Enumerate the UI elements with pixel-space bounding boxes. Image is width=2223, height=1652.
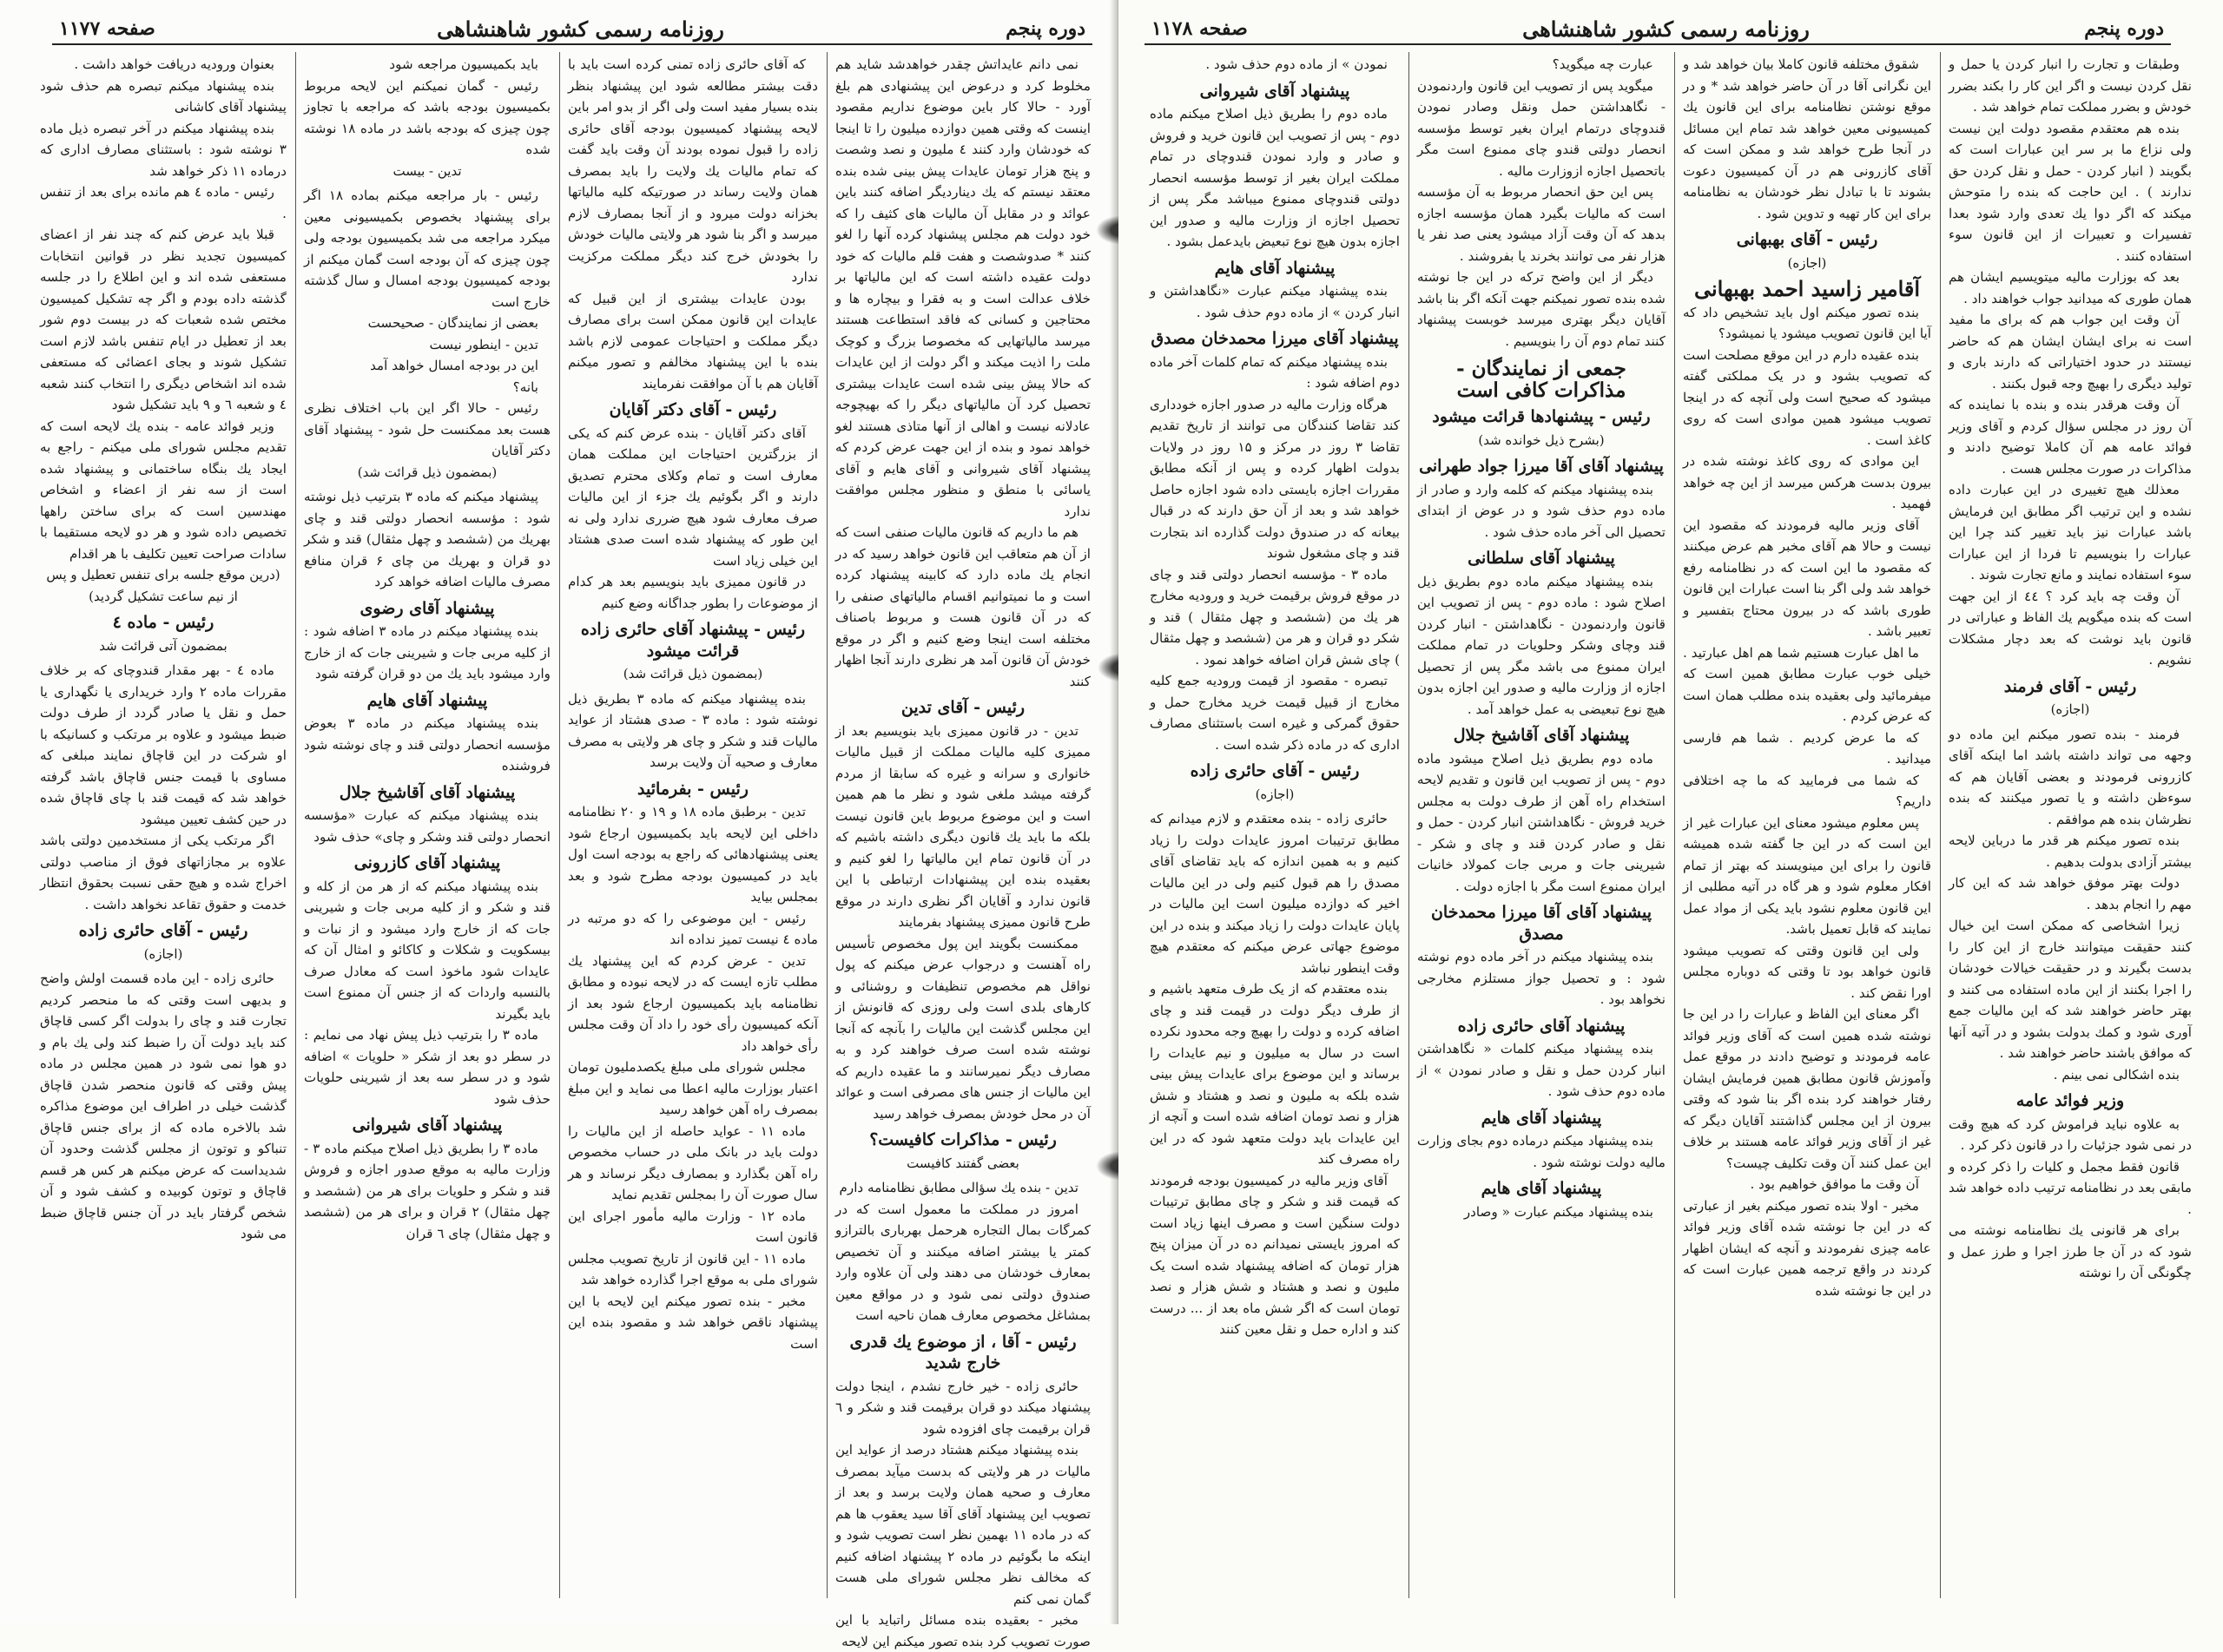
paragraph: بنده پیشنهاد میکنم که از هر من از کله و قند و شکر و از کلیه مربی جات و شیرینی جات که از خارج وارد میشود و از نبات و بیسکویت و شکلات و کاکائو و امثال آن که عایدات شود ماخوذ است که معادل صرف بالنسبه واردات که از جنس آن ممنوع است باید بگیرند: [304, 878, 551, 1022]
speaker-line: پیشنهاد آقای شیروانی: [1199, 81, 1350, 101]
left-col-1: [35, 54, 292, 1600]
left-page-gazette-title: روزنامه رسمی کشور شاهنشاهی: [437, 16, 724, 42]
speaker-line: رئیس - پیشنهاد آقای حائری زاده قرائت میشود: [580, 620, 806, 661]
paragraph: بنده پیشنهاد میکنم درماده دوم بجای وزارت مالیه دولت نوشته شود .: [1417, 1133, 1666, 1170]
paragraph: ماده ۱۱ - عواید حاصله از این مالیات را دولت باید در بانک ملی در حساب مخصوص راه آهن بگذارد و بمصارف دیگر نرساند و هر سال صورت آن را بمجلس تقدیم نماید: [568, 1122, 818, 1202]
paragraph: آقای وزیر مالیه در کمیسیون بودجه فرمودند که قیمت قند و شکر و چای مطابق ترتیبات دولت سنگین است و مصرف اینها زیاد است که امروز بایستی نمیدانم ده در آن میزان پنج هزار تومان که اضافه پیشنهاد شده است یک ملیون و نصد و هشتاد و شش هزار و نصد تومان است که اگر شش ماه بعد از ... درست کند و اداره حمل و نقل معین کنند: [1150, 1172, 1400, 1337]
paragraph: هرگاه وزارت مالیه در صدور اجازه خودداری کند تقاضا کنندگان می توانند از تاریخ تقدیم تقاضا ۳ روز در مرکز و ۱۵ روز در ولایات بدولت اظهار کرده و پس از آنکه مطابق مقررات اجازه بایستی داده شود اجازه حاصل خواهد شد و بعد از آن حق دارند که در قبال بیعانه که در صندوق دولت گذارده اند بتجارت قند و چای مشغول شوند: [1150, 396, 1401, 561]
paragraph: اگر معنای این الفاظ و عبارات را در این جا نوشته شده همین است که آقای وزیر فوائد عامه فرمودند و توضیح دادند در موقع عمل وآموزش قانون مطابق همین فرمایش ایشان رفتار خواهند کرد بنده اگر بنا شود که وقتی بیرون از این مجلس گذاشتند آقایان دیگر که غیر از آقای وزیر فوائد عامه هستند بر خلاف این عمل کنند آن وقت تکلیف چیست؟: [1683, 1006, 1931, 1171]
paragraph: تدین - در قانون ممیزی باید بنویسیم بعد از ممیزی کلیه مالیات مملکت از قبیل مالیات خانواری و سرانه و غیره که سابقا از مردم گرفته میشد ملغی شود و نظر ما هم همین است و این موضوع مربوط باین قانون نیست بلکه ما باید یك قانون دیگری داشته باشیم که در آن قانون تمام این مالیاتها را لغو کنیم و بعقیده بنده این پیشنهادات ارتباطی با این قانون ندارد و آقایان اگر نظری دارند در موقع طرح قانون ممیزی پیشنهاد بفرمایند: [835, 722, 1091, 930]
procedural-note: (اجازه): [1255, 786, 1295, 802]
paragraph: رئیس - ماده ٤ هم مانده برای بعد از تنفس .: [40, 184, 287, 221]
paragraph: بنده پیشنهاد میکنم که تمام کلمات آخر ماده دوم اضافه شود :: [1150, 353, 1400, 391]
speaker-line: پیشنهاد آقای میرزا محمدخان مصدق: [1151, 329, 1399, 348]
paragraph: تدین - برطبق ماده ۱۸ و ۱۹ و ۲۰ نظامنامه داخلی این لایحه باید بکمیسیون ارجاع شود یعنی پیشنهادهائی که راجع به بودجه است اول باید در کمیسیون بودجه مطرح شود و بعد بمجلس بیاید: [568, 804, 818, 905]
paragraph: بنده تصور میکنم اول باید تشخیص داد که آیا این قانون تصویب میشود یا نمیشود؟: [1683, 304, 1931, 341]
paragraph: بنده پیشنهاد میکنم کلمات « نگاهداشتن انبار کردن حمل و نقل و صادر نمودن » از ماده دوم حذف شود .: [1417, 1041, 1666, 1099]
right-col-3: [1678, 54, 1936, 1600]
right-page-number: صفحه ۱۱۷۸: [1151, 17, 1248, 40]
paragraph: آن وقت ما موافق خواهیم بود .: [1750, 1176, 1919, 1192]
speaker-line: آقامیر زاسید احمد بهبهانی: [1693, 276, 1921, 301]
paragraph: میگوید پس از تصویب این قانون واردنمودن - نگاهداشتن حمل ونقل وصادر نمودن قندوچای درتمام ایران بغیر توسط مؤسسه انحصار دولتی قندو چای ممنوع است مگر باتحصیل اجازه ازوزارت مالیه .: [1417, 77, 1666, 179]
paragraph: بنده پیشنهاد میکنم در ماده ۳ اضافه شود : از کلیه مربی جات و شیرینی جات که از خارج وارد میشود باید یك من دو قران گرفته شود: [304, 623, 551, 681]
paragraph: بنده پیشنهاد میکنم در ماده ۳ بعوض مؤسسه انحصار دولتی قند و چای نوشته شود فروشنده: [304, 715, 551, 773]
paragraph: حائری زاده - خیر خارج نشدم ، اینجا دولت پیشنهاد میکند دو قران برقیمت قند و شکر و ٦ قران برقیمت چای افزوده شود: [835, 1378, 1091, 1437]
procedural-note: بمضمون آتی قرائت شد: [99, 637, 228, 654]
section-heading: جمعی از نمایندگان - مذاکرات کافی است: [1456, 357, 1626, 402]
paragraph: آن وقت هرقدر بنده و بنده با نماینده که آن روز در مجلس سؤال کردم و آقای وزیر فوائد عامه هم آن کاملا توضیح دادند و مذاکرات در صورت مجلس هست .: [1949, 397, 2192, 477]
paragraph: اگر مرتکب یکی از مستخدمین دولتی باشد علاوه بر مجازاتهای فوق از مناصب دولتی اخراج شده و هیچ حقی نسبت بحقوق انتظار خدمت و حقوق تقاعد نخواهد داشت .: [40, 833, 287, 912]
paragraph: پس معلوم میشود معنای این عبارات غیر از این است که در این جا گفته شده همیشه قانون را برای این مینویسند که بهتر از تمام افکار معلوم شود و هر گاه در آتیه مطلبی از این قانون معلوم نشود باید یکی از مواد عمل نمایند که قابل تعمیل باشد.: [1683, 814, 1931, 937]
procedural-note: (بمضمون ذیل قرائت شد): [623, 666, 763, 681]
right-page-header: [1144, 14, 2171, 45]
left-col-4: [830, 54, 1096, 1649]
paragraph: ماده ۱۱ - این قانون از تاریخ تصویب مجلس شورای ملی به موقع اجرا گذارده خواهد شد: [568, 1250, 818, 1287]
paragraph: که ما عرض کردیم . شما هم فارسی میدانید .: [1683, 729, 1931, 767]
speaker-line: پیشنهاد آقای حائری زاده: [1457, 1016, 1626, 1036]
right-col-2: [1412, 54, 1671, 1600]
speaker-line: پیشنهاد آقای شیروانی: [352, 1116, 503, 1135]
paragraph: مخبر - اولا بنده تصور میکنم بغیر از عبارتی که در این جا نوشته شده آقای وزیر فوائد عامه چیزی نفرمودند و آنچه که ایشان اظهار کردند در واقع ترجمه همین عبارت است که در این جا نوشته شده: [1683, 1197, 1931, 1299]
paragraph: بعد که بوزارت مالیه میتویسیم ایشان هم همان طوری که میدانید جواب خواهند داد .: [1949, 269, 2192, 306]
paragraph: آقای وزیر مالیه فرمودند که مقصود این نیست و حالا هم آقای مخبر هم عرض میکنند که مقصود ما این است که در نظامنامه رفع خواهد شد ولی اگر بنا است عبارات این قانون طوری باشد که در بیرون محتاج بتفسیر و تعبیر باشد .: [1683, 517, 1931, 639]
procedural-note: (اجازه): [2050, 701, 2090, 717]
paragraph: بنده پیشنهاد میکنم که کلمه وارد و صادر از ماده دوم حذف شود و در عوض از ابتدای تحصیل الی آخر ماده حذف شود .: [1417, 481, 1666, 540]
paragraph: بنده پیشنهاد میکنم در آخر تبصره ذیل ماده ۳ نوشته شود : باستثنای مصارف اداری که درماده ۱۱ ذکر خواهد شد: [40, 120, 287, 179]
paragraph: که شما می فرمایید که ما چه اختلافی داریم؟: [1683, 772, 1931, 809]
paragraph: ولی این قانون وقتی که تصویب میشود قانون خواهد بود تا وقتی که دوباره مجلس اورا نقض کند .: [1683, 942, 1931, 1001]
procedural-note: (بشرح ذیل خوانده شد): [1478, 431, 1605, 448]
procedural-note: (اجازه): [1787, 254, 1827, 271]
paragraph: وزیر فوائد عامه - بنده یك لایحه است که تقدیم مجلس شورای ملی میکنم - راجع به ایجاد یك بنگاه ساختمانی و پیشنهاد شده است از سه نفر از اعضاء و اشخاص مهندسین است که برای ساختن راهها تخصیص داده شود و هر دو لایحه مستقیما با سادات صراحت تعیین تکلیف با هر اقدام: [40, 418, 287, 562]
paragraph: پس این حق انحصار مربوط به آن مؤسسه است که مالیات بگیرد همان مؤسسه اجازه بدهد که آن وقت آزاد میشود یعنی صد نفر یا هزار نفر می توانند بخرند یا بفروشند .: [1417, 184, 1666, 264]
paragraph: آقای دکتر آقایان - بنده عرض کنم که یکی از بزرگترین احتیاجات این مملکت همان معارف است و تمام وکلای محترم تصدیق دارند و اگر بگوئیم یك جزء از این مالیات صرف معارف شود هیچ ضرری ندارد ولی نه این طور که پیشنهاد شده است صدی هشتاد این خیلی زیاد است: [568, 425, 818, 569]
column-rule: [295, 52, 296, 1598]
paragraph: بنده تصور میکنم هر قدر ما درباین لایحه بیشتر آزادی بدولت بدهیم .: [1949, 833, 2192, 870]
paragraph: بنده هم معتقدم مقصود دولت این نیست ولی نزاع ما بر سر این عبارات است که بگویند ( انبار کردن - حمل و نقل کردن حق ندارند ) . این حاجت که بنده را متوحش میکند که اگر دوا یك تعدی وارد شود بعدا تفسیرات و تعبیرات از این قانون سوء استفاده کنند .: [1949, 120, 2192, 264]
paragraph: ماده دوم بطریق ذیل اصلاح میشود ماده دوم - پس از تصویب این قانون و تقدیم لایحه استخدام راه آهن از طرف دولت به مجلس خرید فروش - نگاهداشتن انبار کردن - حمل و نقل و صادر کردن قند و چای و شکر - شیرینی جات و مربی جات کمولاد خانیات ایران ممنوع است مگر با اجازه دولت .: [1417, 750, 1666, 894]
paragraph: نمودن » از ماده دوم حذف شود .: [1205, 56, 1388, 72]
paragraph: این موادی که روی کاغذ نوشته شده در بیرون بدست هرکس میرسد از این چه خواهد فهمید .: [1683, 453, 1931, 511]
paragraph: ماده ۳ - مؤسسه انحصار دولتی قند و چای در موقع فروش برقیمت خرید و ورودیه مخارج هر یك من (ششصد و چهل مثقال ) قند و شکر دو قران و هر من (ششصد و چهل مثقال ) چای شش قران اضافه خواهد نمود .: [1150, 566, 1400, 668]
paragraph: دیگر از این واضح ترکه در این جا نوشته شده بنده تصور نمیکنم جهت آنکه اگر بنا باشد آقایان دیگر بهتری میرسد خوبست پیشنهاد کنند تمام دوم آن را بنویسیم .: [1417, 269, 1666, 349]
procedural-note: (درین موقع جلسه برای تنفس تعطیل و پس از نیم ساعت تشکیل گردید): [46, 567, 280, 604]
speaker-line: رئیس - پیشنهادها قرائت میشود: [1432, 407, 1651, 426]
paragraph: تدین - بنده یك سؤالی مطابق نظامنامه دارم: [839, 1180, 1079, 1195]
column-rule: [1940, 52, 1941, 1598]
speaker-line: رئیس - آقای تدین: [900, 698, 1026, 717]
paragraph: ماده دوم را بطریق ذیل اصلاح میکنم ماده دوم - پس از تصویب این قانون خرید و فروش و صادر و وارد نمودن قندوچای در تمام مملکت ایران بغیر از توسط مؤسسه انحصار دولتی قندوچای ممنوع میباشد مگر پس از تحصیل اجازه از وزارت مالیه و صدور این اجازه بدون هیچ نوع تبعیض بایدعمل بشود .: [1150, 106, 1400, 249]
paragraph: تبصره - مقصود از قیمت ورودیه جمع کلیه مخارج از قبیل قیمت خرید مخارج حمل و حقوق گمرکی و غیره است باستثنای مصارف اداری که در ماده ذکر شده است .: [1150, 673, 1400, 753]
paragraph: عبارت چه میگوید؟: [1552, 56, 1653, 72]
column-rule: [1408, 52, 1409, 1598]
paragraph: قبلا باید عرض کنم که چند نفر از اعضای کمیسیون تجدید نظر در قوانین انتخابات مستعفی شده اند و این اطلاع را در جلسه گذشته داده بودم و اگر چه تشکیل کمیسیون مختص شده شعبات که در بیست دوم شور بعد از تعطیل در ایام تنفس باشد لازم است تشکیل شوند و بجای اعضائی که مستعفی شده اند اشخاص دیگری را انتخاب کنند شعبه ٤ و شعبه ٦ و ۹ باید تشکیل شود: [40, 227, 287, 412]
column-rule: [1674, 52, 1675, 1598]
right-col-4: [1943, 54, 2197, 1600]
paragraph: تدین - عرض کردم که این پیشنهاد یك مطلب تازه ایست که در لایحه نبوده و مطابق نظامنامه باید بکمیسیون ارجاع شود بعد از آنکه کمیسیون رأی خود را داد آن وقت مجلس رأی خواهد داد: [568, 952, 818, 1054]
paragraph: ماده ۳ را بترتیب ذیل پیش نهاد می نمایم : در سطر دو بعد از شکر « حلویات » اضافه شود و در سطر سه بعد از شیرینی حلویات حذف شود: [304, 1027, 551, 1107]
speaker-line: پیشنهاد آقای کازرونی: [353, 853, 501, 872]
paragraph: بنده پیشنهاد میکنم در آخر ماده دوم نوشته شود : و تحصیل جواز مستلزم مخارجی نخواهد بود .: [1417, 949, 1666, 1007]
paragraph: بعضی از نمایندگان - صحیحست: [367, 315, 538, 331]
paragraph: ما اهل عبارت هستیم شما هم اهل عبارتید . خیلی خوب عبارت مطابق همین است که میفرمائید ولی بعقیده بنده مطلب همان است که عرض کردم .: [1683, 644, 1931, 724]
paragraph: بنده پیشنهاد میکنم تبصره هم حذف شود پیشنهاد آقای کاشانی: [40, 77, 287, 115]
speaker-line: وزیر فوائد عامه: [2015, 1091, 2125, 1110]
paragraph: بنده اشکالی نمی بینم .: [2053, 1066, 2180, 1083]
paragraph: باید بکمیسیون مراجعه شود: [389, 56, 538, 72]
paragraph: برای هر قانونی یك نظامنامه نوشته می شود که در آن جا طرز اجرا و طرز عمل و چگونگی آن را نوشته: [1949, 1222, 2192, 1280]
paragraph: هم ما داریم که قانون مالیات صنفی است که از آن هم متعاقب این قانون خواهد رسید که در انجام یك ماده دارد که کابینه پیشنهاد کرده است و ما نمیتوانیم اقسام مالیاتهای صنفی را که در آن قانون هست و مربوط باصناف مختلفه است اینجا وضع کنیم و اگر در موقع خودش آن قانون آمد هر نظری دارند آنجا اظهار کنند: [835, 524, 1091, 689]
paragraph: نمی دانم عایداتش چقدر خواهدشد شاید هم مخلوط کرد و درعوض این پیشنهادی هم بلغ آورد - حالا کار باین موضوع نداریم مقصود اینست که وقتی همین دوازده میلیون را تا اینجا که خودشان وارد کنند ٤ ملیون و نصد وشصت و پنج هزار تومان عایدات پیش بینی شده بنده معتقد نیستم که یك دیناردیگر اضافه کنند باین عوائد و در مقابل آن مالیات های کثیف را که خود دولت هم مجلس پیشنهاد کرده آنها را لغو کنند * صدوشصت و هفت قلم مالیات که خود دولت عقیده داشته است که این مالیاتها بر خلاف عدالت است و به فقرا و بیچاره ها و محتاجین و کسانی که فاقد استطاعت هستند میرسد مالیاتهایی که مخصوصا بزرگ و کوچک ملت را اذیت میکند و اگر دولت از این عایدات که حالا پیش بینی شده است عایدات بیشتری تحصیل کرد آن مالیاتهای دیگر را که بهیچوجه عادلانه نیست و اهالی از آنها متاذی هستند لغو خواهد نمود و بنده از این جهت عرض کردم که پیشنهاد آقای شیروانی و آقای هایم و آقای یاسائی با منطق و منظور مجلس موافقت ندارد: [835, 56, 1091, 519]
paragraph: رئیس - بار مراجعه میکنم بماده ۱۸ اگر برای پیشنهاد بخصوص بکمیسیونی معین میکرد مراجعه می شد بکمیسیون بودجه ولی چون چیزی که آن بودجه است گمان میکنم از بودجه کمیسیون بودجه امسال و سال گذشته خارج است: [304, 188, 551, 310]
paragraph: وطبقات و تجارت را انبار کردن یا حمل و نقل کردن نیست و اگر این کار را بکند بضرر خودش و بضرر مملکت تمام خواهد شد .: [1949, 56, 2192, 115]
paragraph: زیرا اشخاصی که ممکن است این خیال کنند حقیقت میتوانند خارج از این کار را بدست بگیرند و در حقیقت خیالات خودشان را اجرا بکنند از این ماده استفاده می کنند و بهتر حاضر خواهند شد که این مالیات جمع آوری شود و کمك بدولت بشود و در آتیه آنها که موافق باشند حاضر خواهند شد .: [1949, 918, 2192, 1061]
speaker-line: رئیس - آقای حائری زاده: [1190, 761, 1360, 780]
paragraph: دولت بهتر موفق خواهد شد که این کار مهم را انجام بدهد .: [1949, 875, 2192, 912]
paragraph: که آقای حائری زاده تمنی کرده است باید با دقت بیشتر مطالعه شود این پیشنهاد بنظر بنده بسیار مفید است ولی اگر از بدو امر باین لایحه پیشنهاد کمیسیون بودجه آقای حائری زاده را قبول نموده بودند آن وقت باید گفت که تمام مالیات یك ولایت را باید بمصرف همان ولایت رساند در صورتیکه کلیه مالیاتها بخزانه دولت میرود و از آنجا بمصارف لازم میرسد و اگر بنا شود هر ولایتی مالیات خودش را بخودش خرج کند دیگر مملکت مرکزیت ندارد: [568, 56, 818, 285]
speaker-line: رئیس - آقا ، از موضوع یك قدری خارج شدید: [849, 1332, 1077, 1372]
procedural-note: بعضی گفتند کافیست: [907, 1155, 1019, 1171]
left-page-number: صفحه ۱۱۷۷: [59, 17, 155, 40]
paragraph: مخبر - بنده تصور میکنم این لایحه با این پیشنهاد ناقص خواهد شد و مقصود بنده این است: [568, 1293, 818, 1352]
paragraph: بودن عایدات بیشتری از این قبیل که عایدات این قانون ممکن است برای مصارف دیگر مملکت و احتیاجات عمومی لازم باشد بنده با این پیشنهاد مخالفم و تصور میکنم آقایان هم با آن موافقت نفرمایند: [568, 290, 818, 392]
paragraph: رئیس - این موضوعی را که دو مرتبه در ماده ٤ نیست تمیز نداده اند: [568, 910, 818, 947]
speaker-line: رئیس - آقای فرمند: [2003, 676, 2137, 696]
left-col-2: [299, 54, 556, 1600]
paragraph: تدین - اینطور نیست: [429, 336, 538, 352]
speaker-line: پیشنهاد آقای هایم: [1214, 258, 1336, 278]
paragraph: شقوق مختلفه قانون کاملا بیان خواهد شد و این نگرانی آقا در آن حاضر خواهد شد * و در موقع نوشتن نظامنامه برای این قانون یك کمیسیونی معین خواهد شد تمام این مسائل در آنجا طرح خواهد شد و ممکن است که آقای کازرونی هم در آن کمیسیون دعوت بشوند تا با تبادل نظر خودشان به نظامنامه برای این کار تهیه و تدوین شود .: [1683, 56, 1931, 221]
paragraph: مجلس شورای ملی مبلغ یکصدملیون تومان اعتبار بوزارت مالیه اعطا می نماید و این مبلغ بمصرف راه آهن خواهد رسید: [568, 1059, 818, 1117]
paragraph: قانون فقط مجمل و کلیات را ذکر کرده و مابقی بعد در نظامنامه ترتیب داده خواهد شد .: [1949, 1158, 2192, 1217]
right-page-period: دوره پنجم: [2084, 17, 2164, 40]
speaker-line: پیشنهاد آقای رضوی: [360, 598, 495, 618]
paragraph: بنده معتقدم که از یک طرف متعهد باشیم و از طرف دیگر دولت در قیمت قند و چای اضافه کرده و دولت را بهیچ وجه محدود نکرده است در سال به میلیون و نیم عایدات را برساند و این موضوع برای عایدات پیش بینی شده بلکه به ملیون و نصد و هشتاد و شش هزار و نصد تومان اضافه شده است و آنچه از این عایدات باید دولت متعهد شود که در این راه مصرف کند: [1150, 981, 1400, 1167]
paragraph: حائری زاده - این ماده قسمت اولش واضح و بدیهی است وقتی که ما منحصر کردیم تجارت قند و چای را بدولت اگر کسی قاچاق کند باید دولت آن را ضبط کند ولی یك بام و دو هوا نمی شود در همین مجلس در ماده پیش وقتی که قانون منحصر شدن قاچاق گذشت خیلی در اطراف این موضوع مذاکره شد بالاخره ماده که از برای جنس قاچاق تنباکو و توتون از مجلس گذشت وحدود آن شدیداست که عرض میکنم هر کس هر قسم قاچاق و توتون کوبیده و کشف شود و آن شخص گرفتار باید در آن جنس قاچاق ضبط می شود: [40, 971, 287, 1241]
paragraph: در قانون ممیزی باید بنویسیم بعد هر کدام از موضوعات را بطور جداگانه وضع کنیم: [568, 574, 818, 611]
paragraph: ماده ۳ را بطریق ذیل اصلاح میکنم ماده ۳ - وزارت مالیه به موقع صدور اجازه و فروش قند و شکر و حلویات برای هر من (ششصد و چهل مثقال) ۲ قران و برای هر من (ششصد و چهل مثقال) چای ٦ قران: [304, 1140, 551, 1241]
paragraph: ممکنست بگویند این پول مخصوص تأسیس راه آهنست و درجواب عرض میکنم که پول نواقل هم مخصوص تنظیفات و روشنائی و کارهای بلدی است ولی روزی که قانونش از این مجلس گذشت این مالیات را بآنچه که آنجا نوشته شده است صرف خواهند کرد و به مصارف دیگر نمیرسانند و ما عقیده داریم که این مالیات از جنس های مصرفی است و عوائد آن در محل خودش بمصرف خواهد رسید: [835, 935, 1091, 1122]
paragraph: ماده ٤ - بهر مقدار قندوچای که بر خلاف مقررات ماده ۲ وارد خریداری یا نگهداری یا حمل و نقل یا صادر گردد از طرف دولت ضبط میشود و علاوه بر مرتکب و کسانیکه با او شرکت در این قاچاق نمایند مبلغی که مساوی با قیمت جنس قاچاق باشد گرفته خواهد شد که قیمت قند با چای قاچاق شده در حین کشف تعیین میشود: [40, 662, 287, 827]
paragraph: بانه؟: [512, 378, 538, 395]
speaker-line: پیشنهاد آقای آقا میرزا محمدخان مصدق: [1430, 903, 1652, 944]
speaker-line: رئیس - آقای حائری زاده: [78, 921, 248, 940]
paragraph: ماده ۱۲ - وزارت مالیه مأمور اجرای این قانون است: [568, 1208, 818, 1245]
paragraph: رئیس - حالا اگر این باب اختلاف نظری هست بعد ممکنست حل شود - پیشنهاد آقای دکتر آقایان: [304, 400, 551, 458]
paragraph: به علاوه نباید فراموش کرد که هیچ وقت در نمی شود جزئیات را در قانون ذکر کرد .: [1949, 1116, 2192, 1153]
paragraph: آن وقت چه باید کرد ؟ ٤٤ از این جهت است که بنده میگویم یك الفاظ و عباراتی در قانون باید نوشت که بعد دچار مشکلات نشویم .: [1949, 588, 2192, 668]
paragraph: حائری زاده - بنده معتقدم و لازم میدانم که مطابق ترتیبات امروز عایدات دولت را زیاد کنیم و به همین اندازه که باید تقاضای آقای مصدق را هم قبول کنیم ولی در این مالیات اخیر که دوازده میلیون است این مالیات در پایان عایدات دولت را زیاد میکند و بنده در این موضوع جهاتی عرض میکنم که معتقدم هیچ وقت اینطور نباشد: [1150, 811, 1400, 976]
paragraph: امروز در مملکت ما معمول است که در کمرگات بمال التجاره هرحمل بهرباری بالترازو کمتر یا بیشتر اضافه میکنند و آن تخصیص بمعارف خودشان می دهند ولی آن علاوه وارد صندوق دولتی نمی شود و در مواقع معین بمشاغل مخصوص معارف همان ناحیه است: [835, 1201, 1091, 1323]
column-rule: [559, 52, 560, 1598]
speaker-line: پیشنهاد آقای سلطانی: [1468, 549, 1615, 568]
paragraph: مخبر - بعقیده بنده مسائل راتباید با این صورت تصویب کرد بنده تصور میکنم این لایحه: [835, 1612, 1091, 1649]
speaker-line: رئیس - بفرمائید: [637, 779, 749, 799]
speaker-line: پیشنهاد آقای آقاشیخ جلال: [1453, 726, 1630, 745]
paragraph: بنده پیشنهاد میکنم ماده دوم بطریق ذیل اصلاح شود : ماده دوم - پس از تصویب این قانون واردنمودن - نگاهداشتن - انبار کردن قند وچای وشکر وحلویات در تمام مملکت ایران ممنوع می باشد مگر پس از تحصیل اجازه از وزارت مالیه و صدور این اجازه بدون هیچ نوع تبعیضی به عمل خواهد آمد .: [1417, 573, 1666, 717]
paragraph: بنده پیشنهاد میکنم که ماده ۳ بطریق ذیل نوشته شود : ماده ۳ - صدی هشتاد از عواید مالیات قند و شکر و چای هر ولایتی به مصرف معارف و صحیه آن ولایت برسد: [568, 690, 818, 770]
paragraph: بنده عقیده دارم در این موقع مصلحت است که تصویب بشود و در یک مملکتی گفته میشود که صحیح است ولی آنچه که در اینجا تصویب میشود همین موادی است که روی کاغذ است .: [1683, 346, 1931, 448]
speaker-line: رئیس - ماده ٤: [112, 613, 214, 632]
speaker-line: رئیس - آقای بهبهانی: [1736, 230, 1878, 249]
paragraph: رئیس - گمان نمیکنم این لایحه مربوط بکمیسیون بودجه باشد که مراجعه با تجاوز چون چیزی که بودجه باشد در ماده ١٨ نوشته شده: [304, 77, 551, 157]
paragraph: بنده پیشنهاد میکنم عبارت «نگاهداشتن و انبار کردن » از ماده دوم حذف شود .: [1150, 283, 1400, 320]
column-rule: [827, 52, 828, 1598]
paragraph: آن وقت این جواب هم که برای ما مفید است نه برای ایشان ایشان هم که حاضر نیستند در حدود اختیاراتی که دارند باری و تولید دیگری را بهیچ وجه قبول بکنند .: [1949, 312, 2192, 392]
procedural-note: (بمضمون ذیل قرائت شد): [357, 464, 498, 480]
paragraph: بنده پیشنهاد میکنم هشتاد درصد از عواید این مالیات در هر ولایتی که بدست میآید بمصرف معارف و صحیه همان ولایت برسد و بعد از تصویب این پیشنهاد آقای آقا سید یعقوب ها هم که در ماده ۱۱ بهمین نظر است تصویب شود و اینکه ما بگوئیم در ماده ۲ پیشنهاد اضافه کنیم که مخالف نظر مجلس شورای ملی هست گمان نمی کنم: [835, 1442, 1092, 1607]
speaker-line: پیشنهاد آقای هایم: [366, 690, 488, 710]
speaker-line: پیشنهاد آقای هایم: [1481, 1179, 1602, 1198]
left-page-header: [52, 14, 1092, 45]
right-page: [1118, 0, 2223, 1624]
left-col-3: [563, 54, 823, 1600]
procedural-note: (اجازه): [143, 945, 183, 962]
speaker-line: پیشنهاد آقای آقاشیخ جلال: [339, 782, 516, 802]
paragraph: پیشنهاد میکنم که ماده ۳ بترتیب ذیل نوشته شود : مؤسسه انحصار دولتی قند و چای بهریك من (ششصد و چهل مثقال) قند و شکر دو قران و بهریك من چای ۶ قران منافع مصرف مالیات اضافه خواهد کرد: [304, 489, 551, 589]
paragraph: بنده پیشنهاد میکنم که عبارت «مؤسسه انحصار دولتی قند وشکر و چای» حذف شود: [304, 807, 551, 845]
left-page-period: دوره پنجم: [1006, 17, 1085, 40]
speaker-line: پیشنهاد آقای آقا میرزا جواد طهرانی: [1419, 457, 1664, 476]
paragraph: فرمند - بنده تصور میکنم این ماده دو وجهه می تواند داشته باشد اما اینکه آقای کازرونی فرمودند و بعضی آقایان هم که سوءظن داشته و یا تصور میکنند که بنده نظرشان بنده هم موافقم .: [1949, 726, 2192, 827]
right-page-gazette-title: روزنامه رسمی کشور شاهنشاهی: [1522, 16, 1810, 42]
paragraph: معذلك هیچ تغییری در این عبارت داده نشده و این ترتیب اگر مطابق این فرمایش باشد عبارات نیز باید تغییر کند چرا این عبارات را بنویسیم تا فردا از این عبارات سوء استفاده نمایند و مانع تجارت شوند .: [1949, 482, 2192, 582]
right-col-1: [1144, 54, 1405, 1600]
speaker-line: رئیس - آقای دکتر آقایان: [609, 400, 777, 419]
paragraph: بنده پیشنهاد میکنم عبارت « وصادر: [1463, 1203, 1653, 1220]
speaker-line: رئیس - مذاکرات کافیست؟: [869, 1130, 1057, 1149]
paragraph: این در بودجه امسال خواهد آمد: [370, 358, 538, 373]
speaker-line: پیشنهاد آقای هایم: [1481, 1108, 1602, 1128]
procedural-note: تدین - بیست: [392, 162, 462, 179]
paragraph: بعنوان ورودیه دریافت خواهد داشت .: [74, 56, 274, 72]
